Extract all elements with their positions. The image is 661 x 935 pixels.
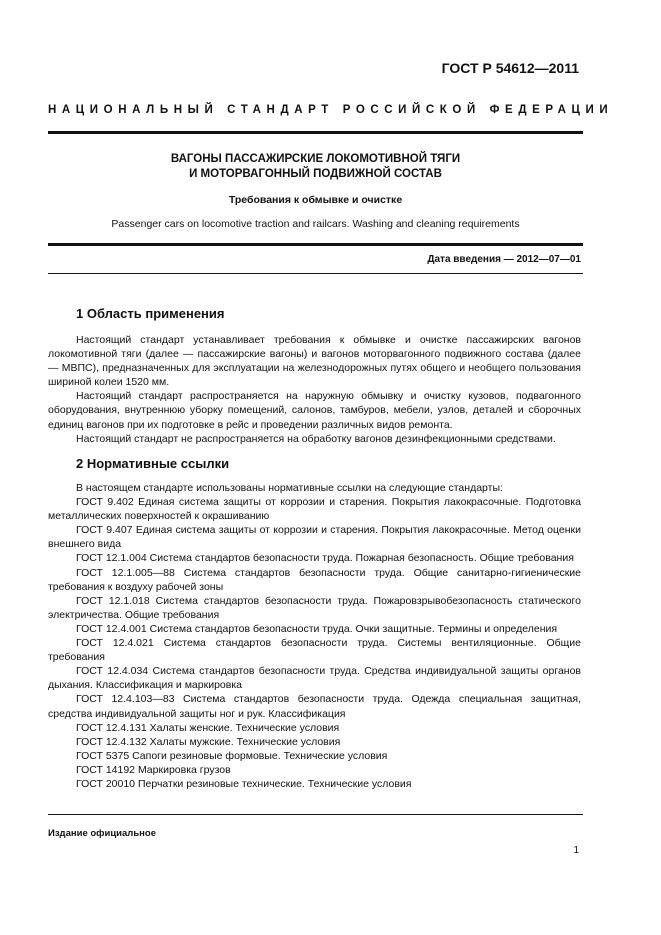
page-number: 1 bbox=[573, 845, 579, 856]
national-standard-banner: НАЦИОНАЛЬНЫЙ СТАНДАРТ РОССИЙСКОЙ ФЕДЕРАЦИИ bbox=[48, 104, 614, 116]
section-1-heading: 1 Область применения bbox=[76, 306, 225, 321]
reference-item: ГОСТ 12.1.005—88 Система стандартов безопасности труда. Общие санитарно-гигиенические требования к воздуху рабочей зоны bbox=[48, 566, 581, 593]
section-2-body bbox=[48, 481, 581, 791]
official-edition-label: Издание официальное bbox=[48, 828, 156, 839]
reference-item: ГОСТ 12.1.004 Система стандартов безопасности труда. Пожарная безопасность. Общие требования bbox=[76, 552, 574, 565]
reference-item: ГОСТ 9.402 Единая система защиты от коррозии и старения. Покрытия лакокрасочные. Подготовка металлических поверхностей к окрашиванию bbox=[48, 496, 581, 523]
english-title: Passenger cars on locomotive traction and railcars. Washing and cleaning requirements bbox=[111, 218, 520, 230]
reference-item: ГОСТ 5375 Сапоги резиновые формовые. Технические условия bbox=[76, 749, 388, 762]
footer-rule bbox=[48, 814, 583, 815]
section-1-paragraph: Настоящий стандарт устанавливает требования к обмывке и очистке пассажирских вагонов локомотивной тяги (далее — пассажирские вагоны) и вагонов моторвагонного подвижного состава (далее — МВПС), предназначенных для эксплуатации на железнодорожных путях общего и необщего пользования шириной колеи 1520 мм. bbox=[48, 334, 581, 389]
reference-item: ГОСТ 20010 Перчатки резиновые технические. Технические условия bbox=[76, 777, 412, 790]
reference-item: ГОСТ 12.4.001 Система стандартов безопасности труда. Очки защитные. Термины и определения bbox=[76, 622, 558, 635]
reference-item: ГОСТ 12.1.018 Система стандартов безопасности труда. Пожаровзрывобезопасность статического электричества. Общие требования bbox=[48, 594, 581, 621]
section-1-paragraph: Настоящий стандарт не распространяется на обработку вагонов дезинфекционными средствами. bbox=[76, 432, 556, 445]
section-1-paragraph: Настоящий стандарт распространяется на наружную обмывку и очистку кузовов, подвагонного оборудования, внутреннюю уборку помещений, салонов, тамбуров, мебели, узлов, деталей и сборочных единиц вагонов при их подготовке в рейс и проведении различных видов ремонта. bbox=[48, 390, 581, 431]
reference-item: ГОСТ 12.4.131 Халаты женские. Технические условия bbox=[76, 721, 340, 734]
document-code: ГОСТ Р 54612—2011 bbox=[441, 60, 579, 76]
reference-item: ГОСТ 12.4.034 Система стандартов безопасности труда. Средства индивидуальной защиты органов дыхания. Классификация и маркировка bbox=[48, 665, 581, 692]
reference-item: ГОСТ 14192 Маркировка грузов bbox=[76, 763, 231, 776]
document-subtitle: Требования к обмывке и очистке bbox=[228, 194, 403, 206]
section-2-heading: 2 Нормативные ссылки bbox=[76, 456, 230, 471]
reference-item: В настоящем стандарте использованы нормативные ссылки на следующие стандарты: bbox=[76, 482, 503, 494]
reference-item: ГОСТ 12.4.021 Система стандартов безопасности труда. Системы вентиляционные. Общие требования bbox=[48, 637, 581, 664]
reference-item: ГОСТ 12.4.132 Халаты мужские. Технические условия bbox=[76, 735, 341, 748]
introduction-date: Дата введения — 2012—07—01 bbox=[427, 254, 581, 265]
document-title bbox=[48, 152, 583, 182]
title-rule bbox=[48, 243, 583, 246]
header-rule bbox=[48, 131, 583, 134]
reference-item: ГОСТ 9.407 Единая система защиты от коррозии и старения. Покрытия лакокрасочные. Метод оценки внешнего вида bbox=[48, 524, 581, 551]
reference-item: ГОСТ 12.4.103—83 Система стандартов безопасности труда. Одежда специальная защитная, средства индивидуальной защиты ног и рук. Классификация bbox=[48, 693, 581, 720]
title-line-2: И МОТОРВАГОННЫЙ ПОДВИЖНОЙ СОСТАВ bbox=[189, 168, 442, 180]
section-1-body bbox=[48, 333, 581, 446]
intro-rule bbox=[48, 273, 583, 274]
title-line-1: ВАГОНЫ ПАССАЖИРСКИЕ ЛОКОМОТИВНОЙ ТЯГИ bbox=[170, 153, 461, 165]
